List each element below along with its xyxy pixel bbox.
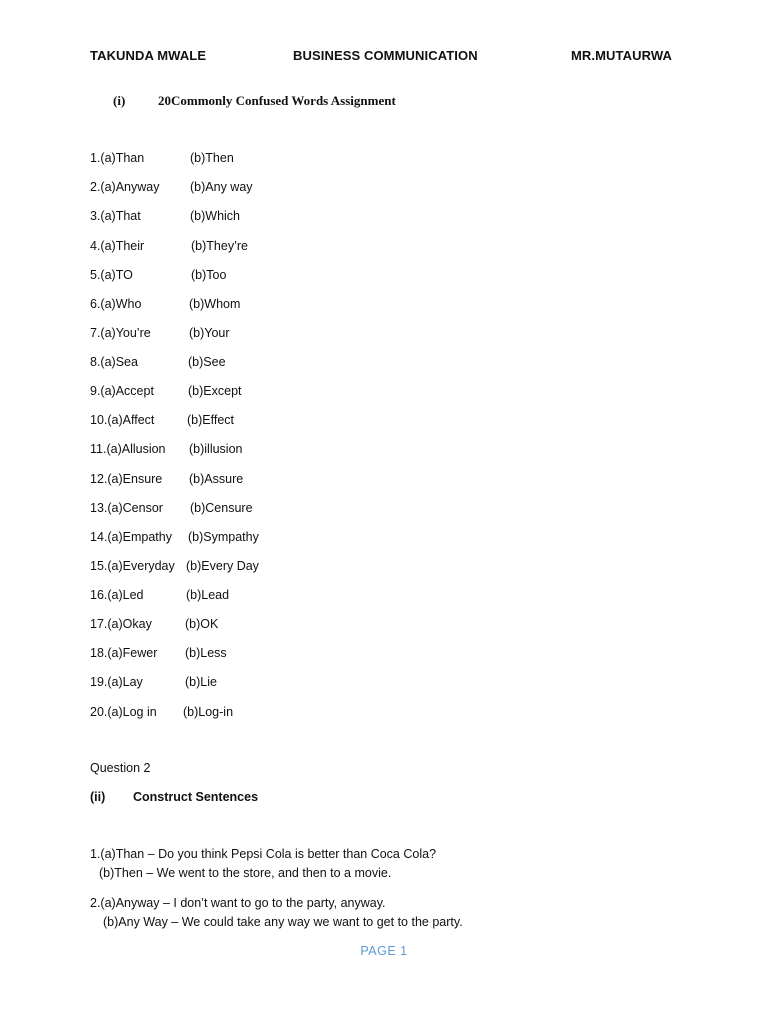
word-b: (b)OK xyxy=(185,617,219,631)
word-a: 19.(a)Lay xyxy=(90,675,143,689)
question-2-label: Question 2 xyxy=(90,761,151,775)
section-number-i: (i) xyxy=(113,93,126,108)
word-b: (b)illusion xyxy=(189,442,243,456)
word-b: (b)Too xyxy=(191,268,227,282)
word-a: 13.(a)Censor xyxy=(90,501,163,515)
word-a: 20.(a)Log in xyxy=(90,705,157,719)
sentence-line: (b)Any Way – We could take any way we want to get to the party. xyxy=(103,915,463,929)
word-a: 17.(a)Okay xyxy=(90,617,152,631)
header-course: BUSINESS COMMUNICATION xyxy=(293,48,478,63)
sentence-line: 1.(a)Than – Do you think Pepsi Cola is better than Coca Cola? xyxy=(90,847,437,861)
word-a: 12.(a)Ensure xyxy=(90,472,163,486)
word-b: (b)Every Day xyxy=(186,559,259,573)
word-a: 15.(a)Everyday xyxy=(90,559,175,573)
word-pair xyxy=(90,501,490,519)
word-b: (b)Log-in xyxy=(183,705,234,719)
word-pair xyxy=(90,472,490,490)
word-a: 9.(a)Accept xyxy=(90,384,154,398)
word-pair xyxy=(90,705,490,723)
word-pair xyxy=(90,384,490,402)
word-a: 6.(a)Who xyxy=(90,297,142,311)
word-pair xyxy=(90,442,490,460)
word-pair xyxy=(90,355,490,373)
word-pair xyxy=(90,646,490,664)
assignment-title: 20Commonly Confused Words Assignment xyxy=(158,93,396,108)
word-a: 16.(a)Led xyxy=(90,588,144,602)
word-a: 4.(a)Their xyxy=(90,239,145,253)
word-b: (b)Any way xyxy=(190,180,253,194)
word-b: (b)Censure xyxy=(190,501,253,515)
word-b: (b)Assure xyxy=(189,472,244,486)
word-a: 10.(a)Affect xyxy=(90,413,155,427)
page-number: PAGE 1 xyxy=(360,944,408,958)
word-b: (b)Which xyxy=(190,209,241,223)
word-b: (b)Your xyxy=(189,326,230,340)
word-pair xyxy=(90,559,490,577)
word-a: 5.(a)TO xyxy=(90,268,133,282)
word-a: 8.(a)Sea xyxy=(90,355,138,369)
word-b: (b)Sympathy xyxy=(188,530,259,544)
word-a: 18.(a)Fewer xyxy=(90,646,158,660)
word-a: 11.(a)Allusion xyxy=(90,442,166,456)
word-b: (b)Effect xyxy=(187,413,235,427)
word-pair xyxy=(90,326,490,344)
word-a: 7.(a)You’re xyxy=(90,326,151,340)
word-b: (b)Whom xyxy=(189,297,241,311)
word-b: (b)Lie xyxy=(185,675,217,689)
section-number-ii: (ii) xyxy=(90,790,106,804)
word-a: 3.(a)That xyxy=(90,209,141,223)
word-pair xyxy=(90,151,490,169)
word-pair xyxy=(90,268,490,286)
word-pair xyxy=(90,588,490,606)
header-student-name: TAKUNDA MWALE xyxy=(90,48,207,63)
word-pair xyxy=(90,209,490,227)
word-a: 14.(a)Empathy xyxy=(90,530,172,544)
word-pair xyxy=(90,530,490,548)
word-b: (b)Less xyxy=(185,646,227,660)
word-b: (b)Lead xyxy=(186,588,230,602)
word-pair xyxy=(90,413,490,431)
word-b: (b)Except xyxy=(188,384,242,398)
word-a: 1.(a)Than xyxy=(90,151,145,165)
word-pair xyxy=(90,675,490,693)
word-b: (b)See xyxy=(188,355,226,369)
section-title-construct-sentences: Construct Sentences xyxy=(133,790,259,804)
word-pair xyxy=(90,239,490,257)
word-pair xyxy=(90,617,490,635)
sentence-line: (b)Then – We went to the store, and then to a movie. xyxy=(99,866,392,880)
word-b: (b)They’re xyxy=(191,239,248,253)
word-pair xyxy=(90,180,490,198)
word-pair xyxy=(90,297,490,315)
header-lecturer: MR.MUTAURWA xyxy=(571,48,672,63)
word-b: (b)Then xyxy=(190,151,234,165)
sentence-line: 2.(a)Anyway – I don’t want to go to the party, anyway. xyxy=(90,896,386,910)
word-a: 2.(a)Anyway xyxy=(90,180,160,194)
